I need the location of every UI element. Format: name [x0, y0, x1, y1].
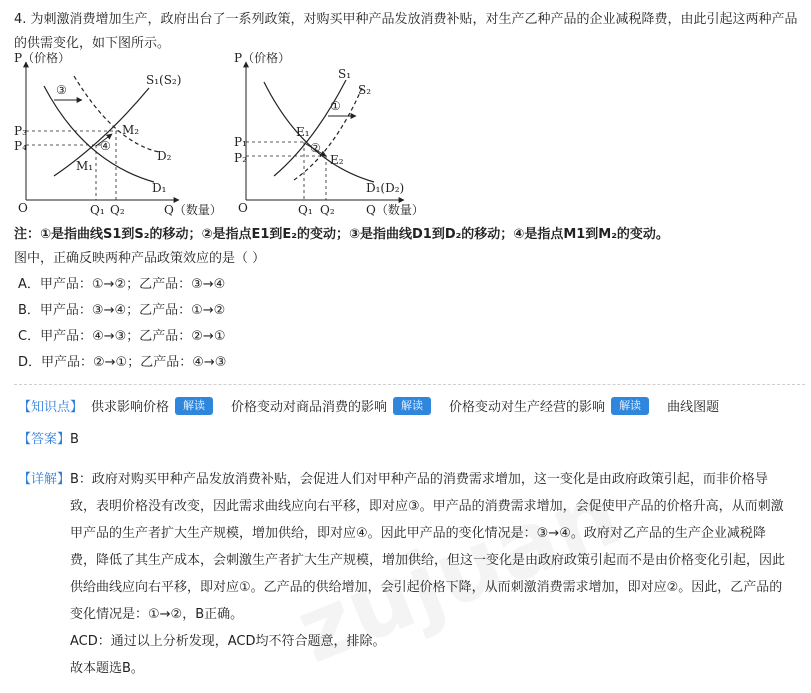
option-c[interactable]: C．甲产品：④→③；乙产品：②→① — [18, 329, 226, 344]
knowledge-item: 曲线图题 — [667, 400, 720, 415]
label-q1: Q₁ — [90, 203, 105, 217]
label-s: S₁(S₂) — [146, 73, 182, 87]
option-d[interactable]: D．甲产品：②→①；乙产品：④→③ — [18, 355, 227, 370]
label-s1: S₁ — [338, 67, 352, 81]
interpret-button[interactable]: 解读 — [611, 397, 649, 415]
answer — [18, 428, 79, 447]
x-axis-label: Q（数量） — [164, 203, 222, 217]
label-d2: D₂ — [157, 149, 172, 163]
graph-right — [234, 52, 434, 222]
question-prompt: 图中，正确反映两种产品政策效应的是（ ） — [14, 251, 266, 266]
y-axis-label: P（价格） — [14, 52, 71, 65]
divider — [14, 384, 805, 385]
label-m2: M₂ — [122, 123, 140, 137]
label-p3: P₃ — [14, 124, 27, 138]
label-p2: P₂ — [234, 151, 247, 165]
knowledge-points — [18, 396, 719, 415]
interpret-button[interactable]: 解读 — [393, 397, 431, 415]
label-q2: Q₂ — [320, 203, 335, 217]
label-d1: D₁ — [152, 181, 167, 195]
knowledge-item: 供求影响价格 — [91, 400, 170, 415]
explanation-line: ACD：通过以上分析发现，ACD均不符合题意，排除。 — [70, 634, 386, 649]
label-e2: E₂ — [330, 153, 344, 167]
question-text: 4. 为刺激消费增加生产，政府出台了一系列政策，对购买甲种产品发放消费补贴，对生产乙种产品的企业减税降费，由此引起这两种产品的供需变化，如下图所示。 — [14, 12, 798, 51]
explanation-line: 甲产品的生产者扩大生产规模，增加供给，即对应④。因此甲产品的变化情况是：③→④。政府对乙产品的生产企业减税降 — [70, 526, 766, 541]
origin-label: O — [238, 201, 248, 215]
marker-4: ④ — [100, 139, 111, 153]
label-m1: M₁ — [76, 159, 94, 173]
graph-left — [14, 52, 234, 222]
x-axis-label: Q（数量） — [366, 203, 424, 217]
knowledge-tag: 【知识点】 — [18, 400, 84, 415]
label-e1: E₁ — [296, 125, 310, 139]
y-axis-label: P（价格） — [234, 52, 291, 65]
marker-2: ② — [310, 141, 321, 155]
answer-value: B — [70, 432, 79, 447]
label-p1: P₁ — [234, 135, 247, 149]
interpret-button[interactable]: 解读 — [175, 397, 213, 415]
marker-3: ③ — [56, 83, 67, 97]
explanation-tag: 【详解】 — [18, 472, 71, 487]
option-a[interactable]: A．甲产品：①→②；乙产品：③→④ — [18, 277, 226, 292]
explanation-line: 致，表明价格没有改变，因此需求曲线应向右平移，即对应③。甲产品的消费需求增加，会促使甲产品的价格升高，从而刺激 — [70, 499, 784, 514]
label-d: D₁(D₂) — [366, 181, 405, 195]
label-s2: S₂ — [358, 83, 372, 97]
label-q2: Q₂ — [110, 203, 125, 217]
knowledge-item: 价格变动对生产经营的影响 — [449, 400, 606, 415]
explanation-line: 费，降低了其生产成本，会刺激生产者扩大生产规模，增加供给，但这一变化是由政府政策引起而不是由价格变化引起，因此 — [70, 553, 786, 568]
demand-curve-d2 — [74, 76, 159, 152]
explanation-line: 供给曲线应向右平移，即对应①。乙产品的供给增加，会引起价格下降，从而刺激消费需求增加，即对应②。因此，乙产品的 — [70, 580, 783, 595]
knowledge-item: 价格变动对商品消费的影响 — [231, 400, 388, 415]
option-b[interactable]: B．甲产品：③→④；乙产品：①→② — [18, 303, 226, 318]
marker-1: ① — [330, 99, 341, 113]
answer-tag: 【答案】 — [18, 432, 71, 447]
explanation-line: B：政府对购买甲种产品发放消费补贴，会促进人们对甲种产品的消费需求增加，这一变化是由政府政策引起，而非价格导 — [70, 472, 768, 487]
label-p4: P₄ — [14, 139, 27, 153]
note: 注：①是指曲线S1到S₂的移动；②是指点E1到E₂的变动；③是指曲线D1到D₂的移动；④是指点M1到M₂的变动。 — [14, 227, 669, 242]
explanation-line: 故本题选B。 — [70, 661, 144, 676]
explanation-body — [70, 466, 805, 682]
label-q1: Q₁ — [298, 203, 313, 217]
origin-label: O — [18, 201, 28, 215]
explanation-line: 变化情况是：①→②，B正确。 — [70, 607, 244, 622]
